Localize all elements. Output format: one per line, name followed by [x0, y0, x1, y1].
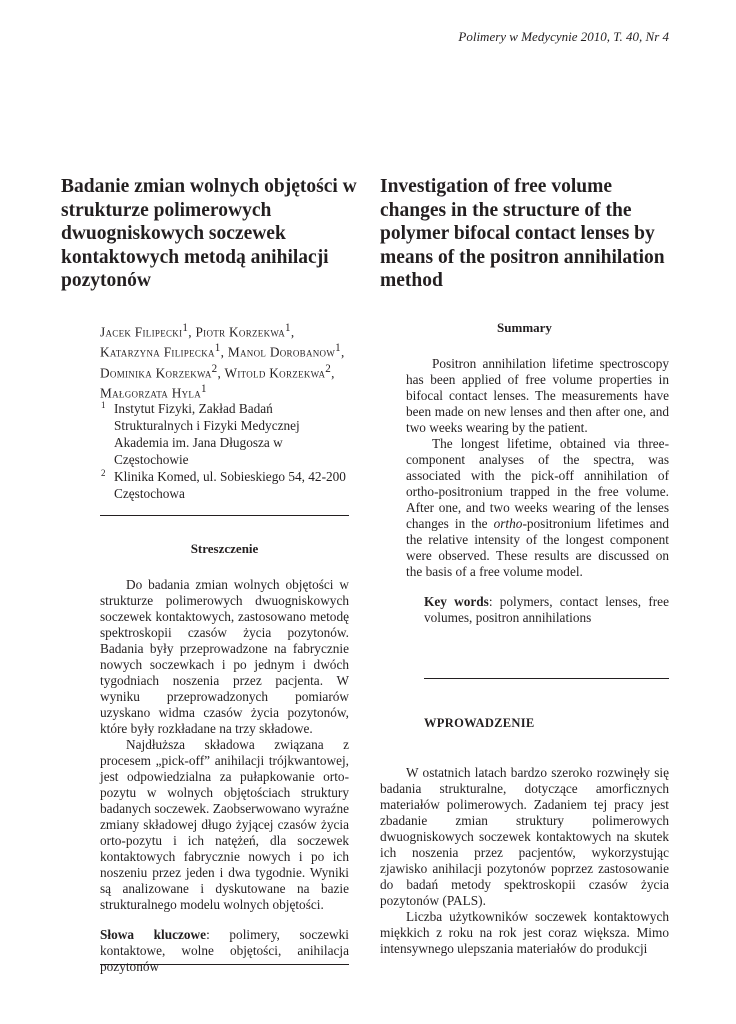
summary-section	[380, 320, 669, 626]
title-english: Investigation of free volume changes in the structure of the polymer bifocal contact lenses by means of the positron annihilation method	[380, 176, 665, 291]
streszczenie-paragraph: Najdłuższa składowa związana z procesem „pick-off” anihilacji trójkwantowej, jest odpowiedzialna za pułapkowanie orto-pozytu w wolnych objętościach struktury badanych soczewek. Zaobserwowano wyraźne zmiany składowej długo żyjącej czasów życia orto-pozytu i ich natężeń, dla soczewek kontaktowych fabrycznie nowych i po ich noszeniu przez jeden i dwa tygodnie. Wyniki są analizowane i dyskutowane na bazie strukturalnego modelu wolnych objętości.	[100, 737, 349, 912]
divider	[424, 678, 669, 679]
streszczenie-heading: Streszczenie	[190, 541, 259, 556]
intro-section	[380, 765, 669, 957]
intro-paragraph: W ostatnich latach bardzo szeroko rozwinęły się badania strukturalne, dotyczące amorficznych materiałów polimerowych. Zadaniem tej pracy jest zbadanie zmian struktury polimerowych dwuogniskowych soczewek kontaktowych na skutek ich noszenia przez pacjentów, wykorzystując zjawisko anihilacji pozytonów poprzez zastosowanie do badań metody spektroskopii czasów życia pozytonów (PALS).	[380, 765, 669, 908]
author-line: Dominika Korzekwa$^2$, Witold Korzekwa$^2$,	[100, 362, 335, 381]
author-line: Jacek Filipecki$^1$, Piotr Korzekwa$^1$,	[100, 322, 295, 340]
summary-paragraph: The longest lifetime, obtained via three-component analyses of the spectra, was associated with the pick-off annihilation of ortho-positronium trapped in the free volume. After one, and two weeks wearing of the lenses changes in the ortho-positronium lifetimes and the relative intensity of the longest component were observed. These results are discussed on the basis of a free volume model.	[406, 436, 669, 579]
intro-paragraph: Liczba użytkowników soczewek kontaktowych miękkich z roku na rok jest coraz większa. Mimo intensywnego ulepszania materiałów do produkcji	[380, 909, 669, 956]
author-list	[100, 320, 349, 402]
intro-heading: WPROWADZENIE	[424, 716, 535, 730]
affiliation-2: 2 Klinika Komed, ul. Sobieskiego 54, 42-200 Częstochowa	[101, 468, 346, 501]
summary-heading: Summary	[497, 320, 552, 335]
divider	[100, 515, 349, 516]
keywords-pl: Słowa kluczowe: polimery, soczewki kontaktowe, wolne objętości, anihilacja pozytonów	[100, 927, 349, 974]
streszczenie-paragraph: Do badania zmian wolnych objętości w strukturze polimerowych dwuogniskowych soczewek kontaktowych, zastosowano metodę spektroskopii czasów życia pozytonów. Badania były przeprowadzone na fabrycznie nowych soczewkach i po jednym i dwóch tygodniach noszenia przez pacjenta. W wyniku przeprowadzonych pomiarów uzyskano widma czasów życia pozytonów, które były rozkładane na trzy składowe.	[100, 577, 349, 736]
streszczenie-section	[100, 541, 349, 975]
affiliations	[100, 400, 349, 502]
journal-header: Polimery w Medycynie 2010, T. 40, Nr 4	[458, 29, 669, 44]
author-line: Małgorzata Hyla$^1$	[100, 383, 207, 401]
affiliation-1: 1 Instytut Fizyki, Zakład Badań Strukturalnych i Fizyki Medycznej Akademia im. Jana Długosza w Częstochowie	[101, 400, 300, 467]
keywords-en: Key words: polymers, contact lenses, free volumes, positron annihilations	[424, 594, 669, 625]
divider	[100, 964, 349, 965]
title-polish: Badanie zmian wolnych objętości w strukturze polimerowych dwuogniskowych soczewek kontaktowych metodą anihilacji pozytonów	[61, 176, 357, 291]
summary-paragraph: Positron annihilation lifetime spectroscopy has been applied of free volume properties in bifocal contact lenses. The measurements have been made on new lenses and then after one, and two weeks wearing by the patient.	[406, 356, 669, 435]
author-line: Katarzyna Filipecka$^1$, Manol Dorobanow$^1$,	[100, 342, 345, 360]
